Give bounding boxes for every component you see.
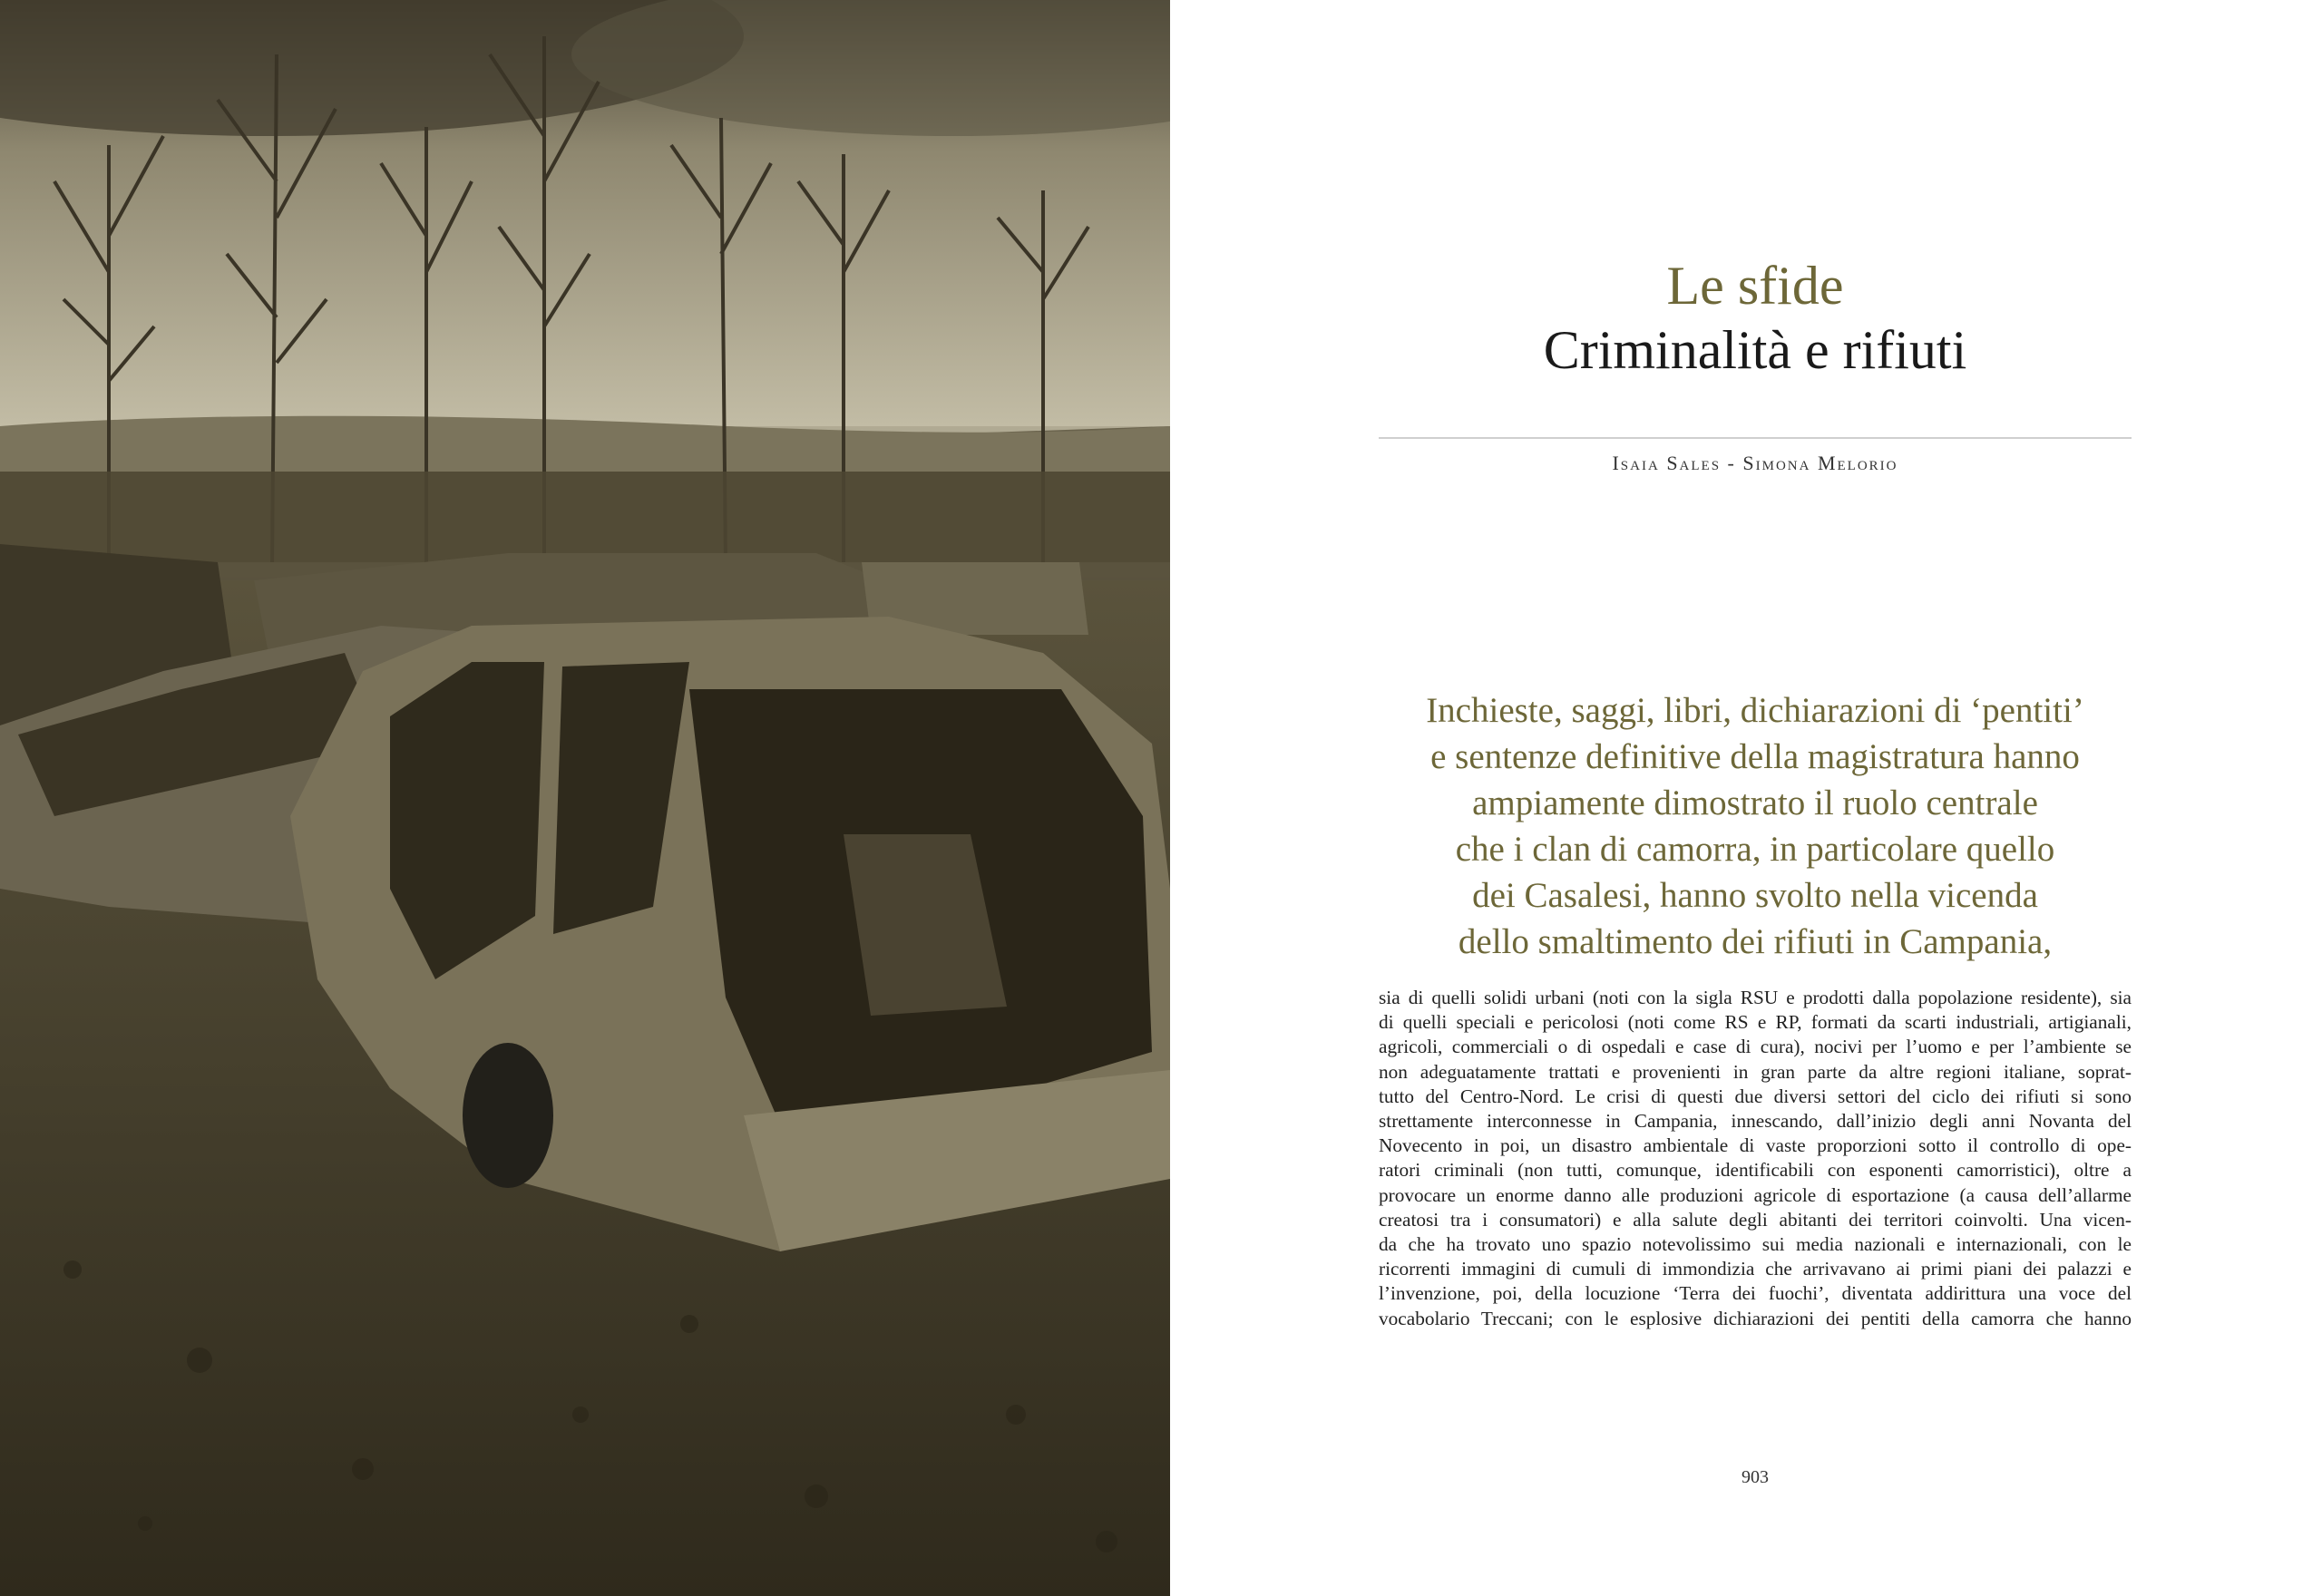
body-line: Novecento in poi, un disastro ambientale di vaste proporzioni sotto il controllo di ope- [1379, 1134, 2132, 1157]
body-line: di quelli speciali e pericolosi (noti come RS e RP, formati da scarti industriali, artigianali, [1379, 1011, 2132, 1034]
body-line: vocabolario Treccani; con le esplosive dichiarazioni dei pentiti della camorra che hanno [1379, 1307, 2132, 1329]
chapter-heading [1379, 254, 2132, 383]
body-line: sia di quelli solidi urbani (noti con la sigla RSU e prodotti dalla popolazione residente), sia [1379, 987, 2132, 1008]
lead-paragraph [1379, 687, 2132, 965]
body-line: ratori criminali (non tutti, comunque, identificabili con esponenti camorristici), oltre a [1379, 1159, 2132, 1182]
body-line: ricorrenti immagini di cumuli di immondizia che arrivavano ai primi piani dei palazzi e [1379, 1258, 2132, 1280]
lead-line: dello smaltimento dei rifiuti in Campania, [1458, 922, 2053, 961]
body-line: l’invenzione, poi, della locuzione ‘Terra dei fuochi’, diventata addirittura una voce del [1379, 1282, 2132, 1305]
lead-line: ampiamente dimostrato il ruolo centrale [1472, 783, 2038, 822]
body-line: agricoli, commerciali o di ospedali e case di cura), nocivi per l’uomo e per l’ambiente se [1379, 1036, 2132, 1058]
body-line: creatosi tra i consumatori) e alla salute degli abitanti dei territori coinvolti. Una vicen- [1379, 1208, 2132, 1231]
authors-byline: Isaia Sales - Simona Melorio [1612, 452, 1898, 474]
body-line: tutto del Centro-Nord. Le crisi di questi due diversi settori del ciclo dei rifiuti si sono [1379, 1085, 2132, 1107]
body-line: non adeguatamente trattati e provenienti in gran parte da altre regioni italiane, soprat- [1379, 1060, 2132, 1083]
body-line: provocare un enorme danno alle produzioni agricole di esportazione (a causa dell’allarme [1379, 1183, 2132, 1206]
body-paragraph [1379, 986, 2132, 1331]
chapter-title: Criminalità e rifiuti [1543, 320, 1967, 380]
page-number: 903 [1742, 1467, 1769, 1487]
lead-line: Inchieste, saggi, libri, dichiarazioni di ‘pentiti’ [1426, 691, 2084, 730]
text-page [1170, 0, 2322, 1596]
lead-line: dei Casalesi, hanno svolto nella vicenda [1472, 876, 2038, 915]
body-line: da che ha trovato uno spazio notevolissimo sui media nazionali e internazionali, con le [1379, 1233, 2132, 1256]
section-kicker: Le sfide [1666, 256, 1844, 316]
lead-line: che i clan di camorra, in particolare quello [1455, 830, 2055, 869]
lead-line: e sentenze definitive della magistratura hanno [1430, 737, 2080, 776]
body-line: strettamente interconnesse in Campania, innescando, dall’inizio degli anni Novanta del [1379, 1110, 2132, 1133]
title-divider [1379, 437, 2132, 439]
